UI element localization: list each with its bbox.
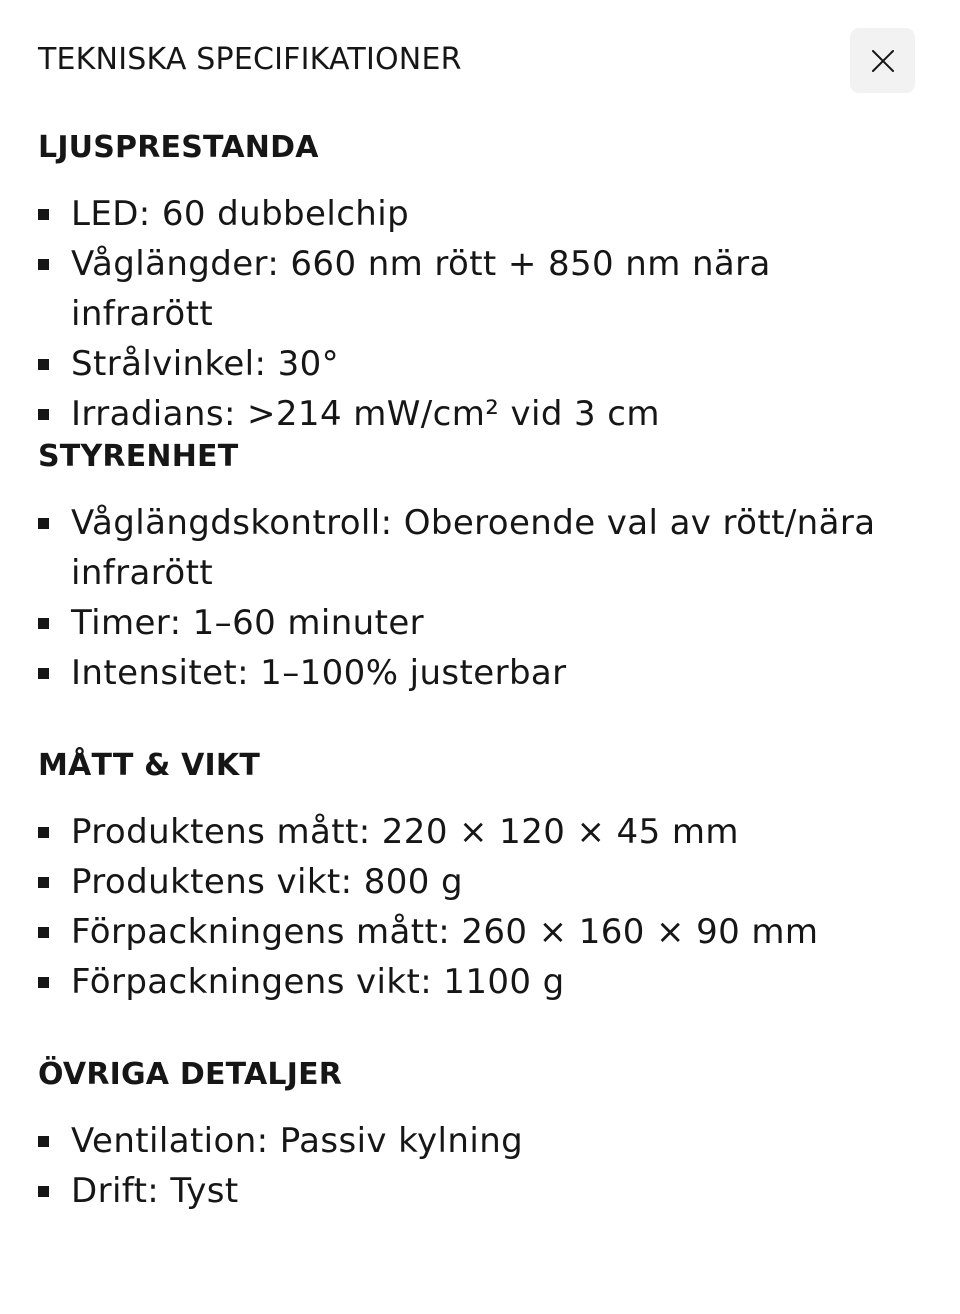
- list-item: [38, 498, 918, 598]
- spec-list: [38, 189, 918, 439]
- item-text: Ventilation: Passiv kylning: [71, 1121, 524, 1161]
- bullet-icon: [38, 518, 49, 529]
- section-title: LJUSPRESTANDA: [38, 130, 319, 165]
- bullet-icon: [38, 1186, 49, 1197]
- list-item: [38, 1166, 918, 1216]
- section-title: STYRENHET: [38, 439, 239, 474]
- section-title: ÖVRIGA DETALJER: [38, 1057, 343, 1092]
- spec-list: [38, 807, 918, 1007]
- section-styrenhet: [38, 437, 918, 698]
- list-item: [38, 648, 918, 698]
- item-text: Förpackningens vikt: 1100 g: [71, 962, 565, 1002]
- list-item: [38, 339, 918, 389]
- item-text: Produktens mått: 220 × 120 × 45 mm: [71, 812, 739, 852]
- list-item: [38, 1116, 918, 1166]
- section-ovriga-detaljer: [38, 1055, 918, 1216]
- bullet-icon: [38, 259, 49, 270]
- item-text: Drift: Tyst: [71, 1171, 239, 1211]
- section-ljusprestanda: [38, 128, 918, 439]
- bullet-icon: [38, 977, 49, 988]
- bullet-icon: [38, 877, 49, 888]
- list-item: [38, 907, 918, 957]
- section-matt-vikt: [38, 746, 918, 1007]
- item-text: Våglängder: 660 nm rött + 850 nm nära infrarött: [71, 244, 771, 334]
- item-text: Strålvinkel: 30°: [71, 344, 340, 384]
- list-item: [38, 857, 918, 907]
- list-item: [38, 189, 918, 239]
- item-text: Irradians: >214 mW/cm² vid 3 cm: [71, 394, 660, 434]
- bullet-icon: [38, 668, 49, 679]
- item-text: Våglängdskontroll: Oberoende val av rött/nära infrarött: [71, 503, 876, 593]
- bullet-icon: [38, 618, 49, 629]
- list-item: [38, 598, 918, 648]
- item-text: Förpackningens mått: 260 × 160 × 90 mm: [71, 912, 819, 952]
- panel-title: TEKNISKA SPECIFIKATIONER: [38, 42, 462, 77]
- bullet-icon: [38, 927, 49, 938]
- bullet-icon: [38, 359, 49, 370]
- close-button[interactable]: [850, 28, 915, 93]
- list-item: [38, 807, 918, 857]
- spec-list: [38, 498, 918, 698]
- item-text: Intensitet: 1–100% justerbar: [71, 653, 567, 693]
- section-title: MÅTT & VIKT: [38, 748, 261, 783]
- bullet-icon: [38, 209, 49, 220]
- bullet-icon: [38, 409, 49, 420]
- list-item: [38, 389, 918, 439]
- item-text: LED: 60 dubbelchip: [71, 194, 410, 234]
- item-text: Produktens vikt: 800 g: [71, 862, 464, 902]
- bullet-icon: [38, 1136, 49, 1147]
- item-text: Timer: 1–60 minuter: [71, 603, 425, 643]
- spec-list: [38, 1116, 918, 1216]
- bullet-icon: [38, 827, 49, 838]
- list-item: [38, 957, 918, 1007]
- close-icon: [871, 49, 895, 73]
- list-item: [38, 239, 918, 339]
